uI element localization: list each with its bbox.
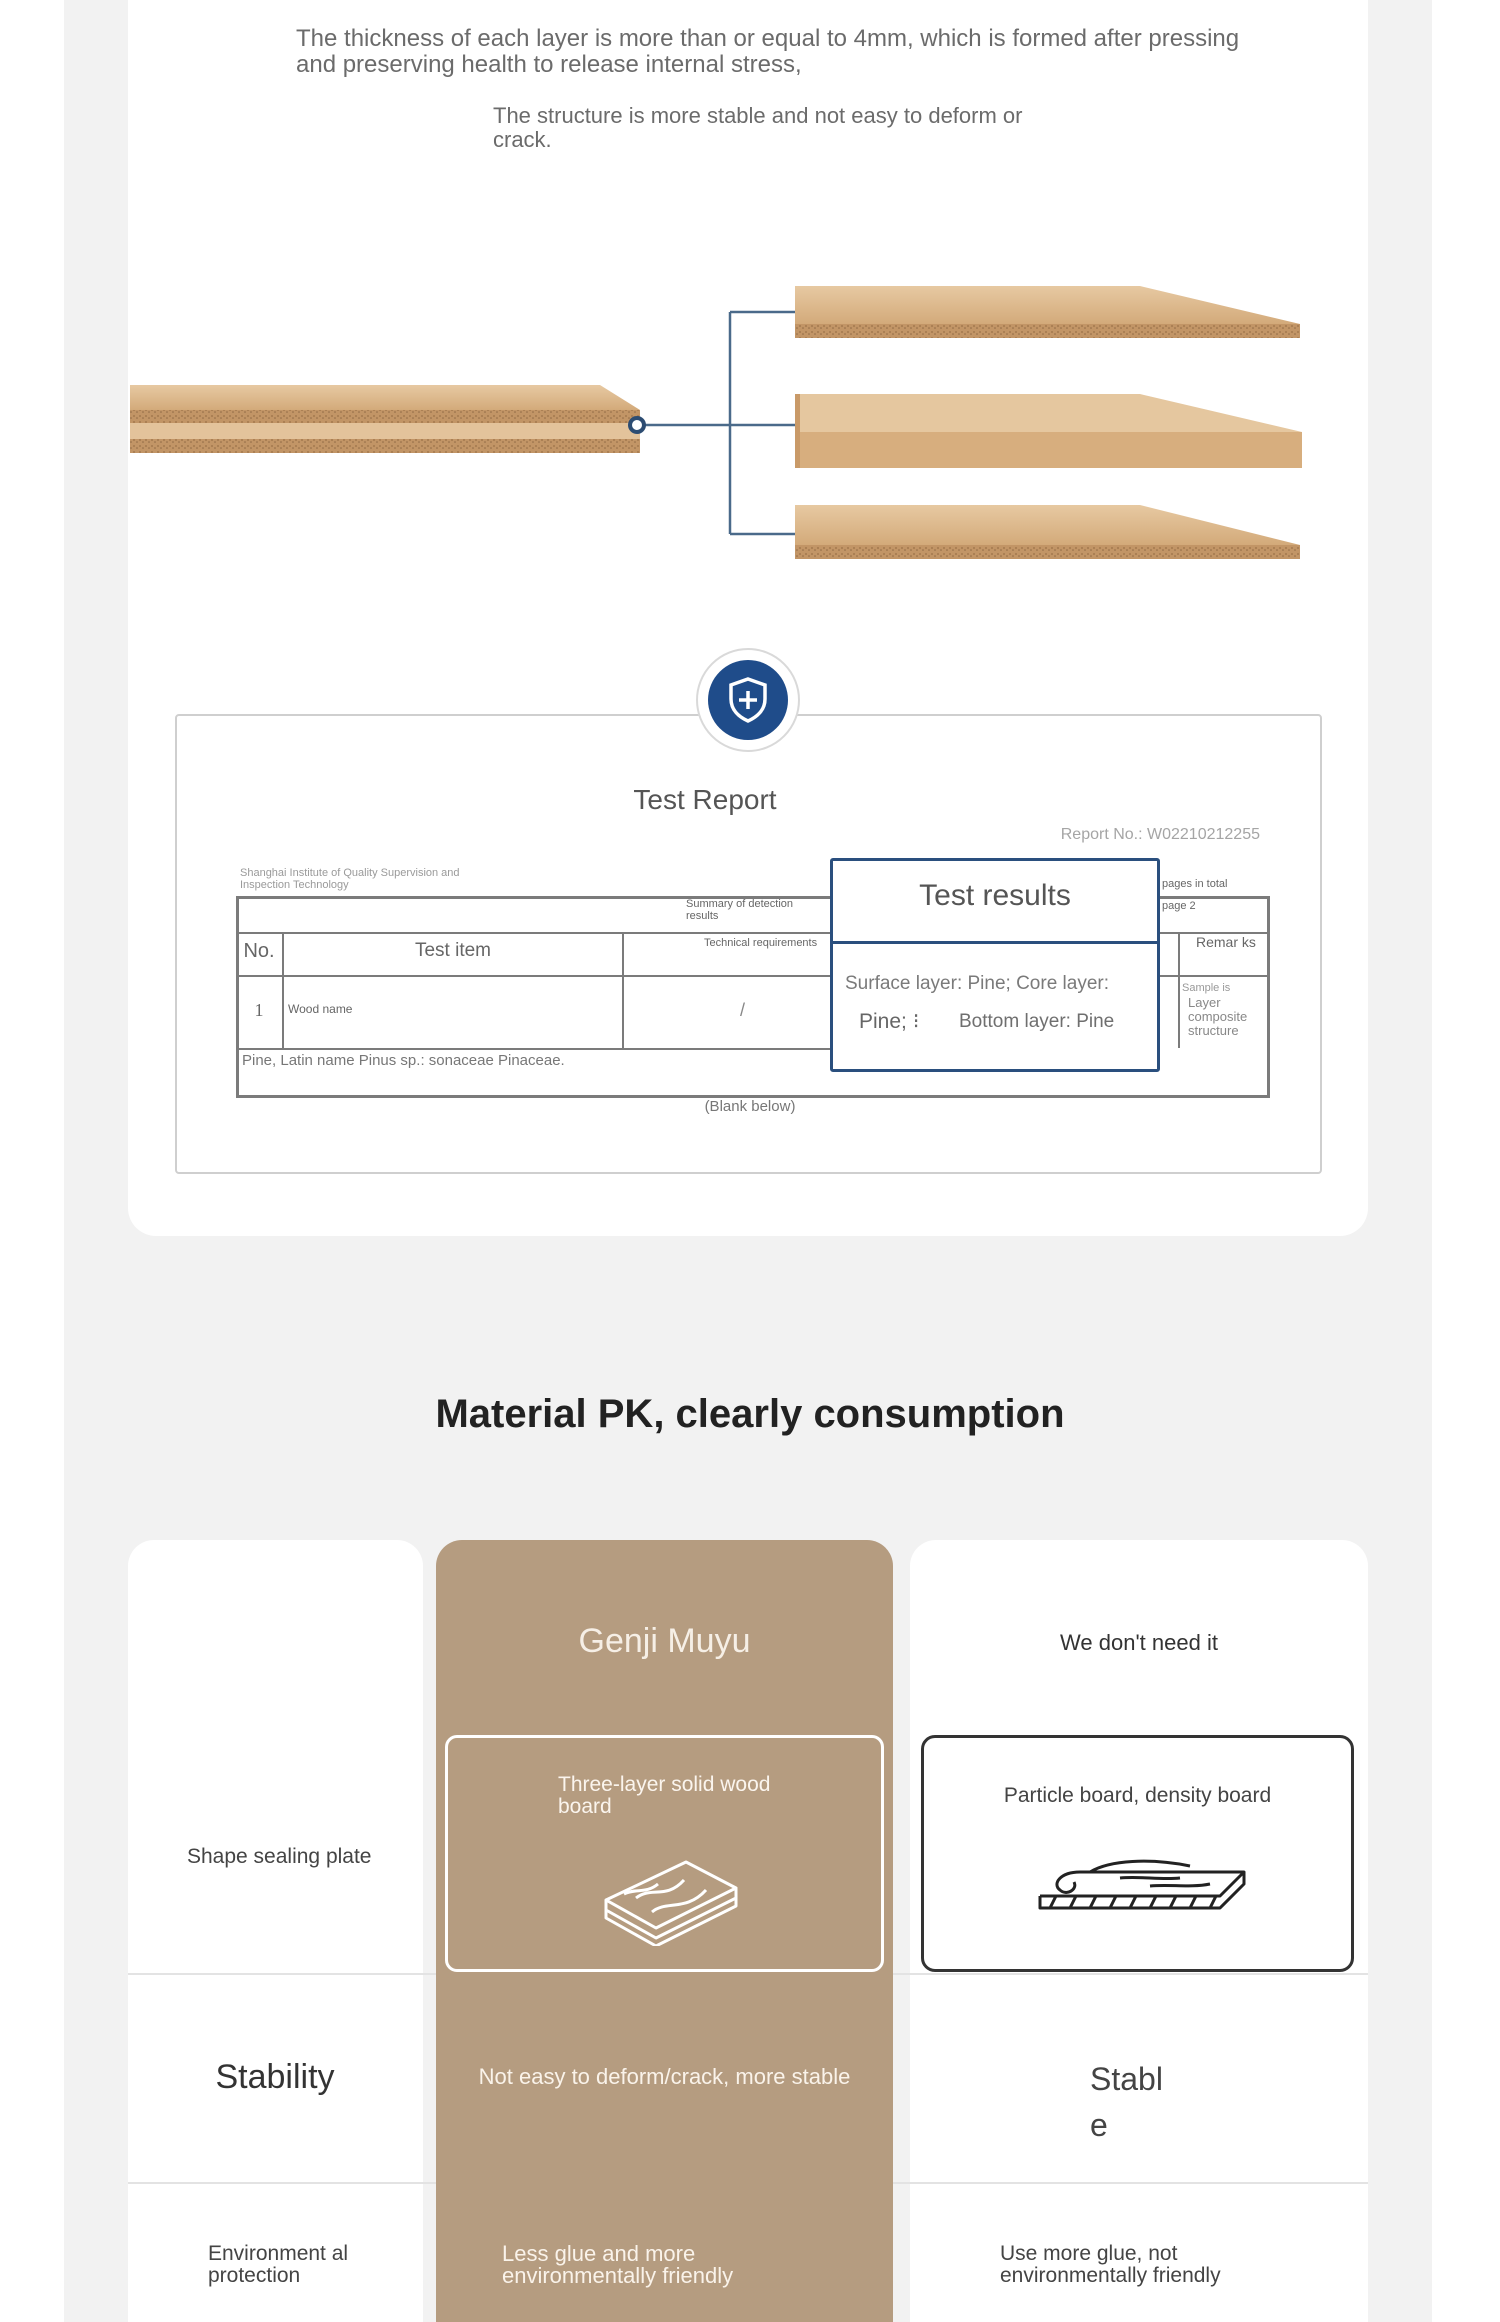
institute-name: Shanghai Institute of Quality Supervision and Inspection Technology <box>240 867 460 891</box>
board-layers-diagram <box>0 0 1500 620</box>
brand-heading: Genji Muyu <box>578 1622 751 1660</box>
test-results-title: Test results <box>919 879 1071 912</box>
report-number: Report No.: W02210212255 <box>1060 826 1260 843</box>
connector-node <box>630 418 644 432</box>
competitor-stability: Stabl e <box>1090 2061 1163 2143</box>
highlight-divider <box>833 941 1157 944</box>
core-layer <box>795 394 1302 468</box>
label-shape-sealing: Shape sealing plate <box>187 1845 372 1868</box>
label-environmental: Environment al protection <box>208 2242 349 2287</box>
table-rule <box>1178 932 1180 1048</box>
page-number: page 2 <box>1162 900 1196 912</box>
col-no: No. <box>243 940 275 962</box>
report-title: Test Report <box>633 784 777 815</box>
brand-environmental: Less glue and more environmentally friendly <box>502 2241 734 2288</box>
intro-line-2: The structure is more stable and not easy to deform or crack. <box>493 103 1023 152</box>
row-remarks-sample: Sample is <box>1182 982 1231 994</box>
row-number: 1 <box>254 1000 264 1020</box>
label-stability: Stability <box>215 2058 335 2096</box>
test-results-highlight <box>830 858 1160 1072</box>
col-remarks: Remar ks <box>1196 934 1256 950</box>
row-divider <box>893 1973 1368 1975</box>
col-technical-requirements: Technical requirements <box>704 937 818 949</box>
competitor-heading: We don't need it <box>1060 1630 1218 1655</box>
row-remarks-structure: Layer composite structure <box>1188 995 1248 1038</box>
section-title: Material PK, clearly consumption <box>435 1392 1065 1436</box>
table-rule <box>622 932 624 1048</box>
col-test-item: Test item <box>414 940 492 961</box>
connector-lines <box>637 312 795 534</box>
surface-layer <box>795 286 1300 338</box>
test-results-line-2b: Bottom layer: Pine <box>959 1011 1115 1032</box>
test-results-line-1: Surface layer: Pine; Core layer: <box>845 973 1110 994</box>
latin-name: Pine, Latin name Pinus sp.: sonaceae Pinaceae. <box>242 1052 565 1069</box>
particle-board-card <box>921 1735 1354 1972</box>
table-rule <box>236 1048 836 1050</box>
blank-below-note: (Blank below) <box>704 1098 796 1115</box>
wood-board-icon <box>596 1850 746 1946</box>
row-technical-requirement: / <box>740 1000 746 1020</box>
row-test-item: Wood name <box>288 1002 353 1016</box>
competitor-environmental: Use more glue, not environmentally friendly <box>1000 2242 1221 2287</box>
row-divider <box>128 1973 436 1975</box>
shield-badge <box>696 648 800 752</box>
bottom-layer <box>795 505 1300 559</box>
veneer-board-icon <box>1030 1850 1250 1920</box>
pages-total: pages in total <box>1162 878 1228 890</box>
solid-wood-text: Three-layer solid wood board <box>558 1773 771 1818</box>
shield-icon <box>708 660 788 740</box>
solid-wood-card <box>445 1735 884 1972</box>
row-divider <box>893 2182 1368 2184</box>
row-divider <box>128 2182 436 2184</box>
particle-board-text: Particle board, density board <box>1003 1784 1272 1807</box>
brand-stability: Not easy to deform/crack, more stable <box>478 2064 851 2089</box>
combined-board <box>130 385 640 453</box>
intro-line-1: The thickness of each layer is more than or equal to 4mm, which is formed after pressing and preserving health to release internal stress, <box>296 25 1240 78</box>
test-results-line-2a: Pine; ⁝ <box>859 1010 920 1033</box>
compare-label-column <box>128 1540 423 2322</box>
summary-header: Summary of detection results <box>686 898 793 922</box>
